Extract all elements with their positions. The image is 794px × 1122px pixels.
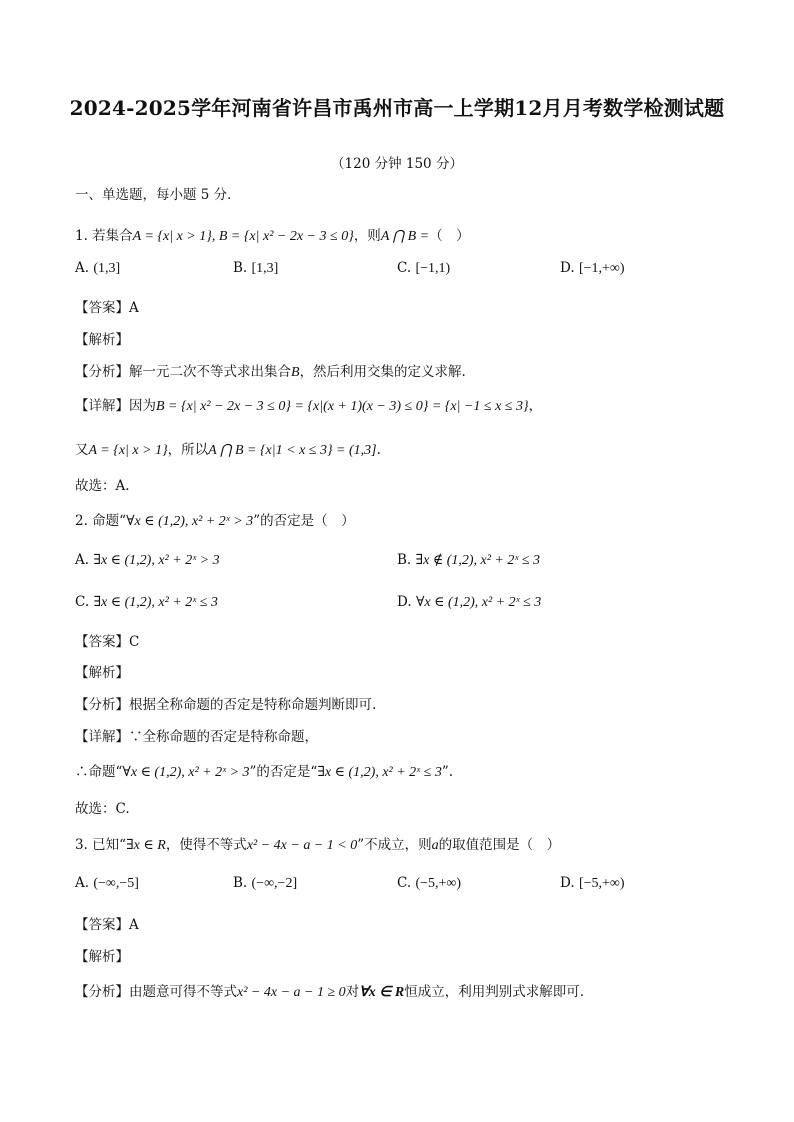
q1-option-c: C. [−1,1) [397, 260, 451, 276]
q2-option-c: C. ∃x ∈ (1,2), x² + 2ˣ ≤ 3 [75, 594, 218, 610]
q2-jiexi: 【解析】 [75, 665, 129, 681]
q2-xiangjie: 【详解】∵全称命题的否定是特称命题， [75, 729, 318, 745]
q1-option-b: B. [1,3] [233, 260, 279, 276]
q2-stem: 2. 命题“∀x ∈ (1,2), x² + 2ˣ > 3”的否定是（ ） [75, 513, 355, 529]
q2-answer: 【答案】C [75, 634, 140, 650]
q3-jiexi: 【解析】 [75, 949, 129, 965]
page-title: 2024-2025学年河南省许昌市禹州市高一上学期12月月考数学检测试题 [69, 96, 725, 120]
q1-xiangjie: 【详解】因为B = {x| x² − 2x − 3 ≤ 0} = {x|(x + 1)(x − 3) ≤ 0} = {x| −1 ≤ x ≤ 3}， [75, 398, 543, 414]
q2-option-a: A. ∃x ∈ (1,2), x² + 2ˣ > 3 [75, 552, 220, 568]
q1-stem-prefix: 1. 若集合 [75, 228, 133, 244]
q3-option-b: B. (−∞,−2] [233, 875, 298, 891]
q1-guxuan: 故选：A. [75, 478, 130, 494]
q3-option-c: C. (−5,+∞) [397, 875, 462, 891]
q1-option-d: D. [−1,+∞) [560, 260, 625, 276]
q1-stem-blank: （ ） [429, 228, 470, 244]
q1-stem-math: A = {x| x > 1}, B = {x| x² − 2x − 3 ≤ 0} [132, 229, 354, 244]
q1-stem-suffix: ，则 [353, 228, 381, 244]
exam-duration-score: （120 分钟 150 分） [331, 156, 463, 172]
q3-stem: 3. 已知“∃x ∈ R，使得不等式x² − 4x − a − 1 < 0”不成立，则a的取值范围是（ ） [75, 837, 561, 853]
q1-stem-math2: A ⋂ B = [380, 229, 430, 244]
section-heading: 一、单选题，每小题 5 分． [75, 187, 241, 203]
q2-option-b: B. ∃x ∉ (1,2), x² + 2ˣ ≤ 3 [397, 552, 541, 568]
q3-option-d: D. [−5,+∞) [560, 875, 625, 891]
q2-guxuan: 故选：C. [75, 801, 130, 817]
q2-fenxi: 【分析】根据全称命题的否定是特称命题判断即可. [75, 697, 377, 713]
q1-stem [75, 224, 470, 245]
q1-xiangjie-line2: 又A = {x| x > 1}，所以A ⋂ B = {x|1 < x ≤ 3} = (1,3]. [75, 442, 381, 458]
q3-option-a: A. (−∞,−5] [75, 875, 139, 891]
q1-answer: 【答案】A [75, 300, 139, 316]
q1-jiexi: 【解析】 [75, 332, 129, 348]
q3-fenxi: 【分析】由题意可得不等式x² − 4x − a − 1 ≥ 0对∀x ∈ R恒成立，利用判别式求解即可. [75, 984, 585, 1000]
q1-fenxi: 【分析】解一元二次不等式求出集合B，然后利用交集的定义求解. [75, 364, 466, 380]
q3-answer: 【答案】A [75, 917, 139, 933]
q2-xiangjie-line2: ∴命题“∀x ∈ (1,2), x² + 2ˣ > 3”的否定是“∃x ∈ (1,2), x² + 2ˣ ≤ 3”. [75, 764, 454, 780]
q2-option-d: D. ∀x ∈ (1,2), x² + 2ˣ ≤ 3 [397, 594, 542, 610]
q1-option-a: A. (1,3] [75, 260, 121, 276]
